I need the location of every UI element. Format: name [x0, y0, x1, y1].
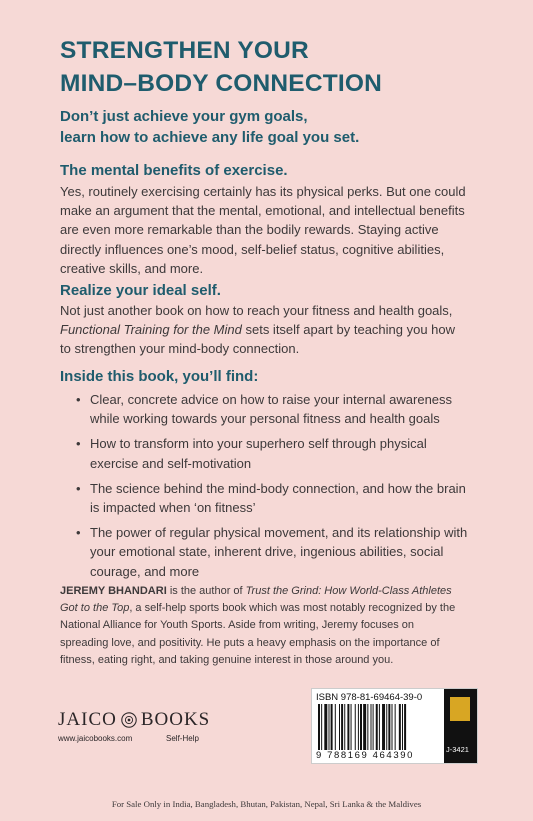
title-line-2: MIND–BODY CONNECTION [60, 70, 383, 97]
barcode-bar [347, 704, 349, 750]
barcode-bar [324, 704, 327, 750]
barcode-bar [367, 704, 368, 750]
barcode-bar [344, 704, 345, 750]
sun-icon [120, 711, 138, 729]
barcode-bar [388, 704, 390, 750]
section-body-mental-benefits [60, 182, 480, 278]
bullet-dot: • [76, 480, 81, 496]
barcode-side-panel [444, 689, 477, 763]
publisher-logo [58, 709, 258, 731]
bullet-line: The power of regular physical movement, and its relationship with [90, 525, 468, 541]
bullet-line: How to transform into your superhero self through physical [90, 436, 427, 452]
bullet-line: The science behind the mind-body connection, and how the brain [90, 480, 466, 496]
body-line: Yes, routinely exercising certainly has its physical perks. But one could [60, 184, 466, 199]
barcode-bar [395, 704, 396, 750]
barcode-bar [341, 704, 343, 750]
distribution-notice: For Sale Only in India, Bangladesh, Bhutan, Pakistan, Nepal, Sri Lanka & the Maldives [111, 799, 422, 809]
bullet-line: courage, and more [90, 563, 200, 579]
barcode-bar [358, 704, 359, 750]
barcode-bar [386, 704, 387, 750]
barcode-bar [321, 704, 322, 750]
bullet-item [76, 479, 496, 517]
isbn-label: ISBN 978-81-69464-39-0 [316, 692, 423, 703]
body-line: make an argument that the mental, emotional, and intellectual benefits [60, 203, 465, 219]
barcode-bar [360, 704, 362, 750]
bio-book-title: Got to the Top [60, 602, 130, 615]
barcode-bar [363, 704, 366, 750]
barcode-bar [376, 704, 378, 750]
bullet-dot: • [76, 392, 81, 407]
barcode-bar [399, 704, 401, 750]
section-heading-inside-book: Inside this book, you’ll find: [60, 368, 259, 385]
barcode-bar [404, 704, 406, 750]
body-text: sets itself apart by teaching you how [241, 322, 456, 338]
cover-title [60, 34, 500, 100]
body-line [60, 320, 480, 339]
bullet-line: while working towards your personal fitness and health goals [90, 411, 440, 427]
body-line: to strengthen your mind-body connection. [60, 341, 300, 357]
publisher-badge-icon [450, 697, 470, 721]
barcode-bar [318, 704, 320, 750]
section-heading-ideal-self: Realize your ideal self. [60, 282, 221, 299]
bullet-list [76, 390, 496, 587]
bullet-item [76, 434, 496, 472]
barcode-bar [382, 704, 385, 750]
tagline [60, 106, 500, 148]
bullet-dot: • [76, 525, 81, 541]
publisher-website: www.jaicobooks.com [58, 734, 133, 743]
barcode-bar [335, 704, 336, 750]
barcode-bar [371, 704, 372, 750]
barcode-box [311, 688, 478, 764]
tagline-line-2: learn how to achieve any life goal you set. [60, 129, 360, 146]
bullet-line: your emotional state, inherent drive, ingenious abilities, social [90, 544, 444, 560]
body-line: Not just another book on how to reach your fitness and health goals, [60, 303, 453, 318]
bio-line [60, 583, 480, 600]
catalog-code: J-3421 [446, 745, 469, 754]
bullet-item [76, 390, 496, 428]
body-line: directly influences one’s mood, self-belief status, cognitive abilities, [60, 241, 445, 257]
author-bio [60, 583, 480, 669]
bio-line: National Alliance for Youth Sports. Aside from writing, Jeremy focuses on [60, 619, 415, 632]
barcode-bar [392, 704, 393, 750]
section-heading-mental-benefits: The mental benefits of exercise. [60, 162, 288, 179]
body-line: are even more remarkable than the bodily rewards. Staying active [60, 222, 439, 238]
bullet-line: is impacted when ‘on fitness’ [90, 500, 256, 516]
bio-line [60, 600, 480, 617]
publisher-name-right: BOOKS [140, 709, 211, 730]
barcode-bar [339, 704, 340, 750]
barcode-bar [331, 704, 333, 750]
bio-text: , a self-help sports book which was most notably recognized by the [129, 602, 456, 615]
barcode-image [318, 704, 440, 750]
bullet-item [76, 523, 496, 581]
barcode-number: 9 788169 464390 [316, 750, 414, 761]
barcode-bar [402, 704, 403, 750]
bullet-line: Clear, concrete advice on how to raise your internal awareness [90, 392, 453, 407]
body-line: creative skills, and more. [60, 260, 204, 276]
barcode-bar [379, 704, 380, 750]
author-name: JEREMY BHANDARI [60, 585, 167, 597]
barcode-bar [355, 704, 356, 750]
title-line-1: STRENGTHEN YOUR [60, 37, 309, 64]
bullet-dot: • [76, 436, 81, 452]
book-title-italic: Functional Training for the Mind [60, 322, 242, 338]
publisher-name-left: JAICO [58, 709, 117, 730]
bio-text: is the author of [166, 585, 246, 597]
book-category: Self-Help [166, 734, 199, 743]
bio-book-title: Trust the Grind: How World-Class Athletes [245, 585, 452, 597]
section-body-ideal-self [60, 301, 480, 359]
barcode-bar [373, 704, 374, 750]
barcode-bar [351, 704, 352, 750]
bio-line: spreading love, and positivity. He puts a heavy emphasis on the importance of [60, 636, 440, 649]
bullet-line: exercise and self-motivation [90, 455, 252, 471]
barcode-bar [329, 704, 330, 750]
bio-line: fitness, eating right, and taking genuine interest in those around you. [60, 653, 394, 666]
tagline-line-1: Don’t just achieve your gym goals, [60, 108, 308, 125]
